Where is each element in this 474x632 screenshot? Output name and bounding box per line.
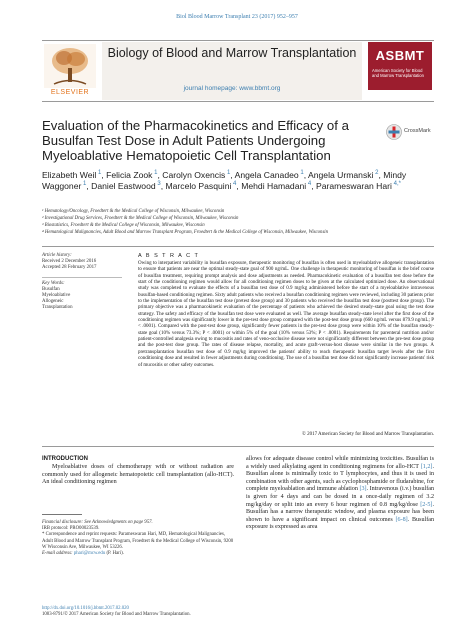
asbmt-logo [368,42,432,90]
author-name: Daniel Eastwood [91,181,156,191]
keyword: Myeloablative [42,293,71,299]
irb-protocol: IRB protocol: PRO00023539. [42,526,100,532]
abstract-copyright: © 2017 American Society for Blood and Marrow Transplantation. [302,432,434,437]
intro-text: . Busulfan exposure is expressed as area [246,516,434,531]
author[interactable] [42,170,101,180]
introduction-left-column: Myeloablative doses of chemotherapy with or without radiation are commonly used for allogeneic hematopoietic cell transplantation (allo-HCT). An ideal conditioning regimen [42,464,234,486]
email-line [42,551,234,557]
author-affiliation-marker: 1 [81,181,87,188]
divider-bottom [42,446,434,447]
author-affiliation-marker: 1 [298,170,304,177]
author-affiliation-marker: 4 [306,181,312,188]
journal-homepage [102,85,362,92]
author-name: Mindy Waggoner [42,170,407,191]
doi-link[interactable]: http://dx.doi.org/10.1016/j.bbmt.2017.02.020 [42,606,129,611]
info-divider [42,277,122,278]
abstract-text: Owing to interpatient variability in busulfan exposure, therapeutic monitoring of busulfan is often used in myeloablative allogeneic transplantation to ensure that patients are near the optimal steady-state goal of 900 ng/mL. One challenge in therapeutic monitoring of busulfan is the brief course of busulfan treatment, requiring prompt analysis and dose adjustments as needed. Pharmacokinetic evaluation of a busulfan test dose before the start of the conditioning regimen would allow for all conditioning regimen doses to be given at the calculated optimized dose. An observational study was completed to evaluate the effects of a busulfan test dose of 0.9 mg/kg administered before the start of a myeloablative intravenous busulfan-based conditioning regimen. Sixty adult patients who received a busulfan conditioning regimen were reviewed, including 30 patients prior to the implementation of the busulfan test dose (pretest dose group) and 30 patients who received the busulfan test dose (posttest dose group). The primary objective was a pharmacokinetic evaluation of the percentage of patients who achieved the desired steady-state goal using the test dose strategy. The safety and efficacy of the busulfan test dose were evaluated as well. The average busulfan steady-state level after the first dose of the conditioning regimen was significantly lower in the pre-test dose group compared with the post-test dose group (660 ng/mL versus 879.9 ng/mL; P < .0001). Compared with the post-test dose group, significantly fewer patients in the pre-test dose group were within 10% of the busulfan steady-state goal (10% versus 73.3%; P < .0001) or within 5% of the goal (10% versus 53%; P < .0001). Requirements for parenteral nutrition and/or patient-controlled analgesia owing to mucositis and rates of veno-occlusive disease were not significantly different between the pre-test dose group and the post-test dose group. The rates of disease relapse, mortality, and acute graft-versus-host disease were similar in the two groups. A pretransplantation busulfan test dose of 0.9 mg/kg improved the patients' ability to reach therapeutic busulfan target levels after the first conditioning dose and resulted in fewer adjustments during conditioning. The use of a busulfan test dose did not significantly increase patients' risk of mucositis or other safety outcomes. [138,261,434,368]
doi-block [42,606,342,619]
email-link[interactable]: phari@mcw.edu [73,551,106,557]
author-list: Elizabeth Weil $^1$, Felicia Zook $^1$, Carolyn Oxencis $^1$, Angela Canadeo $^1$, Angela Urmanski $^2$, Mindy Waggoner $^1$, Daniel Eastwood $^3$, Marcelo Pasquini $^4$, Mehdi Hamadani $^4$, Parameswaran Hari $^{4,*}$ [42,170,407,191]
author-affiliation-marker: 2 [373,170,379,177]
keyword: Busulfan [42,286,60,292]
keywords-label: Key Words: [42,280,65,286]
correspondence: * Correspondence and reprint requests: Parameswaran Hari, MD, Hematological Malignancies, Adult Blood and Marrow Transplant Program, Froedtert & the Medical College of Wisconsin, 9200 W Wisconsin Ave, Milwaukee, WI 53226. [42,532,234,550]
history-label: Article history: [42,253,72,258]
elsevier-tree-logo [44,44,96,88]
crossmark-badge[interactable] [386,120,434,148]
email-suffix: (P. Hari). [106,551,124,557]
affiliation: ³ Biostatistics, Froedtert & the Medical College of Wisconsin, Milwaukee, Wisconsin [42,223,205,228]
asbmt-title: ASBMT [375,48,425,63]
intro-text: . Intravenous (i.v.) busulfan is given for 4 days and can be dosed in a once-daily regimen of 3.2 mg/kg/day or split into an every 6 hour regimen of 0.8 mg/kg/dose [246,486,434,508]
crossmark-icon [386,124,402,140]
author-affiliation-marker: 1 [152,170,158,177]
author-name: Mehdi Hamadani [241,181,307,191]
intro-text: . Busulfan alone is minimally toxic to T lymphocytes, and thus it is used in combination with other agents, such as cyclophosphamide or fludarabine, for complete myeloablation and immune ablation [246,463,435,493]
crossmark-label: CrossMark [404,128,431,134]
author[interactable] [165,181,236,191]
email-label: E-mail address: [42,551,73,557]
author[interactable] [162,170,230,180]
author[interactable] [235,170,304,180]
author-affiliation-marker: 1 [96,170,102,177]
reference-link[interactable]: [1,2] [420,463,433,470]
financial-disclosure: Financial disclosure: See Acknowledgments on page 957. [42,520,153,525]
reference-link[interactable]: [3] [359,486,367,493]
introduction-heading: INTRODUCTION [42,456,88,462]
intro-text: . Busulfan has a narrow therapeutic window, and plasma exposure has been shown to have a significant impact on clinical outcomes [246,501,434,523]
journal-name: Biology of Blood and Marrow Transplantation [107,46,357,60]
intro-text: allows for adequate disease control while minimizing toxicities. Busulfan is a widely used alkylating agent in conditioning regimens for allo-HCT [246,456,434,470]
footnote-rule [42,514,82,515]
homepage-label: journal homepage: [183,85,238,92]
keyword: Transplantation [42,305,73,311]
issn-line: 1083-8791/© 2017 American Society for Blood and Marrow Transplantation. [42,612,191,618]
affiliation: ² Investigational Drug Services, Froedtert & the Medical College of Wisconsin, Milwaukee, Wisconsin [42,216,239,221]
affiliations [42,208,434,236]
footnotes [42,520,234,557]
article-info [42,253,128,312]
article-title: Evaluation of the Pharmacokinetics and Efficacy of a Busulfan Test Dose in Adult Patients Undergoing Myeloablative Hematopoietic Cell Transplantation [42,118,349,163]
accepted-date: Accepted 28 February 2017 [42,265,97,271]
divider-top [42,246,434,247]
received-date: Received 2 December 2016 [42,259,97,265]
author-affiliation-marker: 1 [225,170,231,177]
affiliation: ⁴ Hematological Malignancies, Adult Blood and Marrow Transplant Program, Froedtert & the Medical College of Wisconsin, Milwaukee, Wisconsin [42,230,329,235]
abstract-heading: A B S T R A C T [138,253,200,259]
author[interactable] [308,170,378,180]
asbmt-subtitle: American Society for Blood and Marrow Transplantation [372,68,424,78]
author-affiliation-marker: 4 [231,181,237,188]
elsevier-wordmark: ELSEVIER [50,89,90,96]
author-name: Angela Urmanski [308,170,374,180]
author-name: Angela Canadeo [234,170,299,180]
homepage-link[interactable]: www.bbmt.org [239,85,281,92]
author-name: Marcelo Pasquini [165,181,232,191]
author-name: Felicia Zook [106,170,153,180]
reference-link[interactable]: [6-8] [395,516,408,523]
author-name: Carolyn Oxencis [162,170,226,180]
author-affiliation-marker: 4,* [391,181,401,188]
reference-link[interactable]: [2-5] [420,501,433,508]
author-affiliation-marker: 3 [155,181,161,188]
author[interactable] [241,181,311,191]
author[interactable] [316,181,401,191]
introduction-right-column [246,456,434,532]
author[interactable] [106,170,157,180]
author-name: Parameswaran Hari [315,181,392,191]
author-name: Elizabeth Weil [42,170,97,180]
author[interactable] [91,181,161,191]
keyword: Allogeneic [42,299,64,305]
top-citation: Biol Blood Marrow Transplant 23 (2017) 952–957 [176,14,298,20]
affiliation: ¹ Hematology/Oncology, Froedtert & the Medical College of Wisconsin, Milwaukee, Wisconsin [42,209,225,214]
